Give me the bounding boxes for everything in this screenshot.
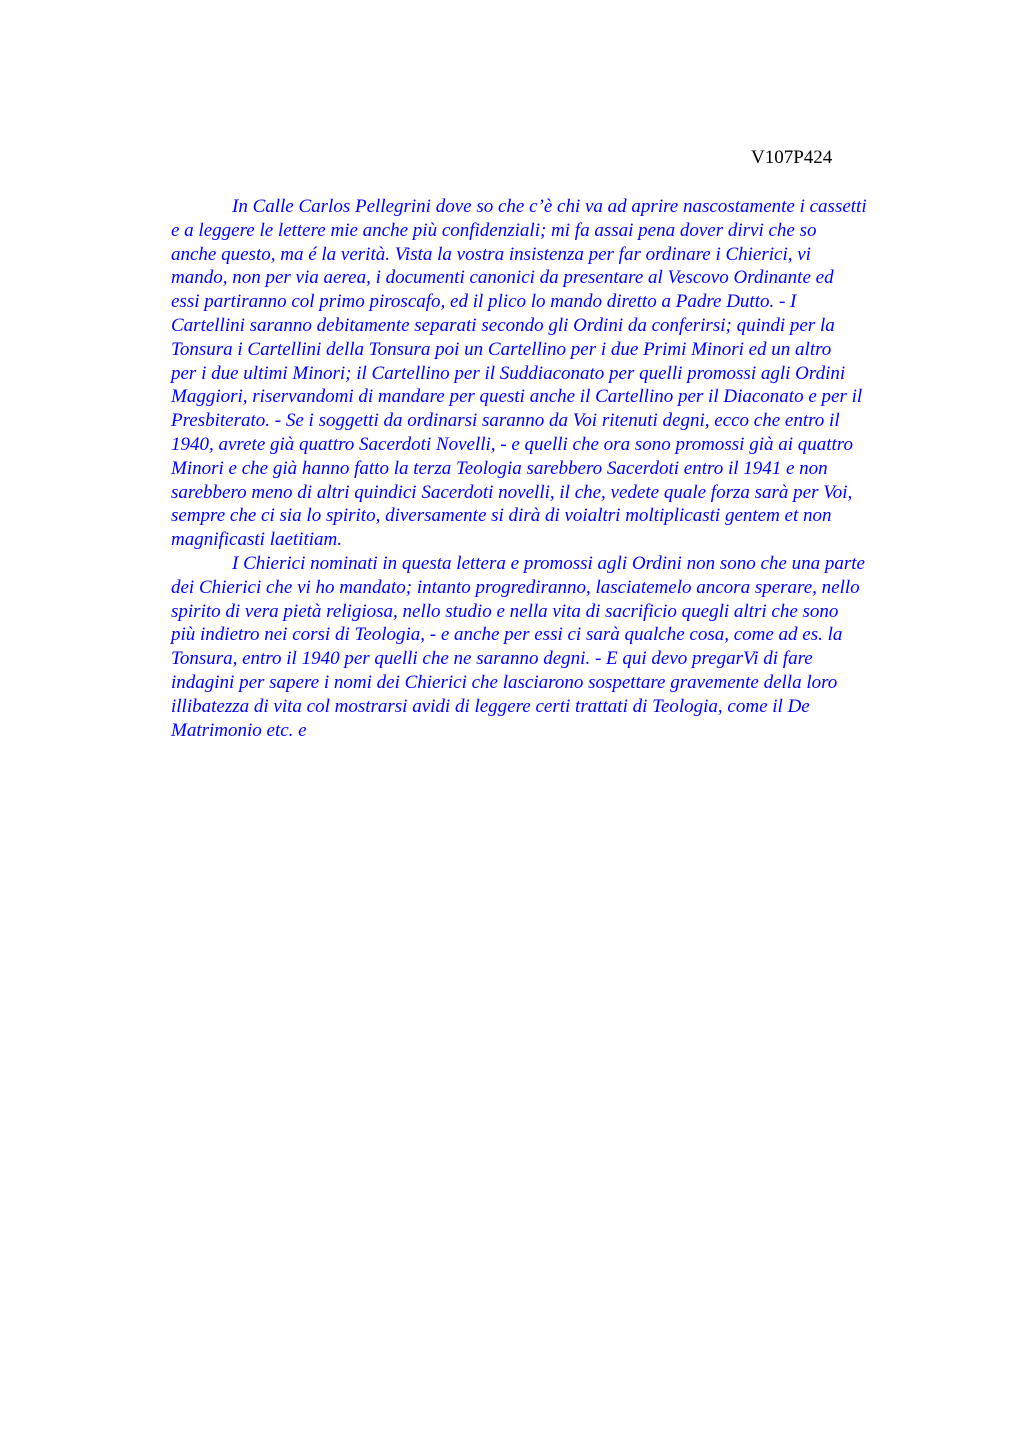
text-line: Minori e che già hanno fatto la terza Teologia sarebbero Sacerdoti entro il 1941 e non [171,457,828,479]
text-line: mando, non per via aerea, i documenti canonici da presentare al Vescovo Ordinante ed [171,267,834,289]
text-line: illibatezza di vita col mostrarsi avidi di leggere certi trattati di Teologia, come il De [171,695,810,717]
text-line: sempre che ci sia lo spirito, diversamente si dirà di voialtri moltiplicasti gentem et non [171,505,832,527]
text-line: e a leggere le lettere mie anche più confidenziali; mi fa assai pena dover dirvi che so [171,219,817,241]
text-line: In Calle Carlos Pellegrini dove so che c’è chi va ad aprire nascostamente i cassetti [232,196,867,217]
text-line: per i due ultimi Minori; il Cartellino per il Suddiaconato per quelli promossi agli Ordini [171,362,846,384]
text-line: Cartellini saranno debitamente separati secondo gli Ordini da conferirsi; quindi per la [171,314,835,336]
text-line: spirito di vera pietà religiosa, nello studio e nella vita di sacrificio quegli altri che sono [171,600,839,622]
text-line: più indietro nei corsi di Teologia, - e anche per essi ci sarà qualche cosa, come ad es. la [171,624,843,646]
paragraph-1 [171,195,926,552]
text-line: essi partiranno col primo piroscafo, ed il plico lo mando diretto a Padre Dutto. - I [171,291,797,313]
text-line: Tonsura i Cartellini della Tonsura poi un Cartellino per i due Primi Minori ed un altro [171,338,832,360]
paragraph-2 [171,552,926,742]
text-line: I Chierici nominati in questa lettera e promossi agli Ordini non sono che una parte [232,552,865,574]
text-line: Matrimonio etc. e [171,719,307,741]
text-line: indagini per sapere i nomi dei Chierici che lasciarono sospettare gravemente della loro [171,671,838,693]
letter-body [171,195,926,742]
text-line: anche questo, ma é la verità. Vista la vostra insistenza per far ordinare i Chierici, vi [171,243,811,265]
text-line: Tonsura, entro il 1940 per quelli che ne saranno degni. - E qui devo pregarVi di fare [171,648,813,670]
text-line: Presbiterato. - Se i soggetti da ordinarsi saranno da Voi ritenuti degni, ecco che entro il [171,410,840,432]
page-reference: V107P424 [751,147,833,168]
text-line: magnificasti laetitiam. [171,529,342,551]
text-line: Maggiori, riservandomi di mandare per questi anche il Cartellino per il Diaconato e per il [171,386,863,408]
text-line: sarebbero meno di altri quindici Sacerdoti novelli, il che, vedete quale forza sarà per Voi, [171,481,853,503]
text-line: 1940, avrete già quattro Sacerdoti Novelli, - e quelli che ora sono promossi già ai quattro [171,433,853,455]
text-line: dei Chierici che vi ho mandato; intanto progrediranno, lasciatemelo ancora sperare, nello [171,576,860,598]
